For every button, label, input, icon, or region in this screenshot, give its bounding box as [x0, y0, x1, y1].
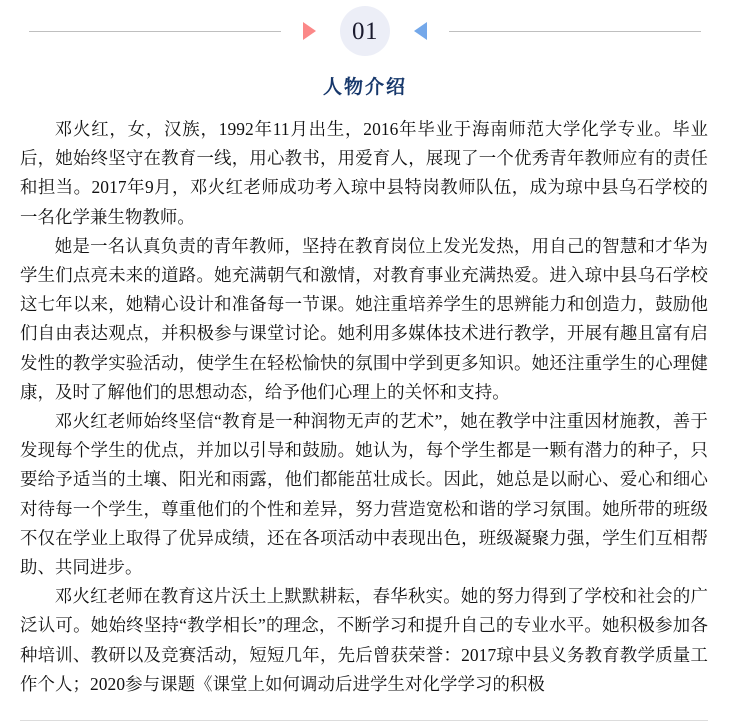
footer-divider: [20, 720, 708, 721]
section-number-badge: [340, 6, 390, 56]
section-header: [0, 0, 730, 62]
triangle-left-icon: [414, 22, 427, 40]
horizontal-rule-left-icon: [29, 31, 281, 32]
body-copy: [0, 115, 730, 699]
triangle-right-icon: [303, 22, 316, 40]
paragraph-1: 邓火红，女，汉族，1992年11月出生，2016年毕业于海南师范大学化学专业。毕业后，她始终坚守在教育一线，用心教书，用爱育人，展现了一个优秀青年教师应有的责任和担当。2017年9月，邓火红老师成功考入琼中县特岗教师队伍，成为琼中县乌石学校的一名化学兼生物教师。: [20, 119, 708, 227]
section-title: 人物介绍: [322, 77, 407, 98]
paragraph-2: 她是一名认真负责的青年教师，坚持在教育岗位上发光发热，用自己的智慧和才华为学生们点亮未来的道路。她充满朝气和激情，对教育事业充满热爱。进入琼中县乌石学校这七年以来，她精心设计和准备每一节课。她注重培养学生的思辨能力和创造力，鼓励他们自由表达观点，并积极参与课堂讨论。她利用多媒体技术进行教学，开展有趣且富有启发性的教学实验活动，使学生在轻松愉快的氛围中学到更多知识。她还注重学生的心理健康，及时了解他们的思想动态，给予他们心理上的关怀和支持。: [20, 235, 708, 402]
section-number-label: 01: [352, 17, 378, 45]
paragraph-4: 邓火红老师在教育这片沃土上默默耕耘，春华秋实。她的努力得到了学校和社会的广泛认可。她始终坚持“教学相长”的理念，不断学习和提升自己的专业水平。她积极参加各种培训、教研以及竞赛活动，短短几年，先后曾获荣誉：2017琼中县义务教育教学质量工作个人；2020参与课题《课堂上如何调动后进学生对化学学习的积极: [20, 586, 708, 694]
paragraph-3: 邓火红老师始终坚信“教育是一种润物无声的艺术”，她在教学中注重因材施教，善于发现每个学生的优点，并加以引导和鼓励。她认为，每个学生都是一颗有潜力的种子，只要给予适当的土壤、阳光和雨露，他们都能茁壮成长。因此，她总是以耐心、爱心和细心对待每一个学生，尊重他们的个性和差异，努力营造宽松和谐的学习氛围。她所带的班级不仅在学业上取得了优异成绩，还在各项活动中表现出色，班级凝聚力强，学生们互相帮助、共同进步。: [20, 411, 708, 578]
horizontal-rule-right-icon: [449, 31, 701, 32]
